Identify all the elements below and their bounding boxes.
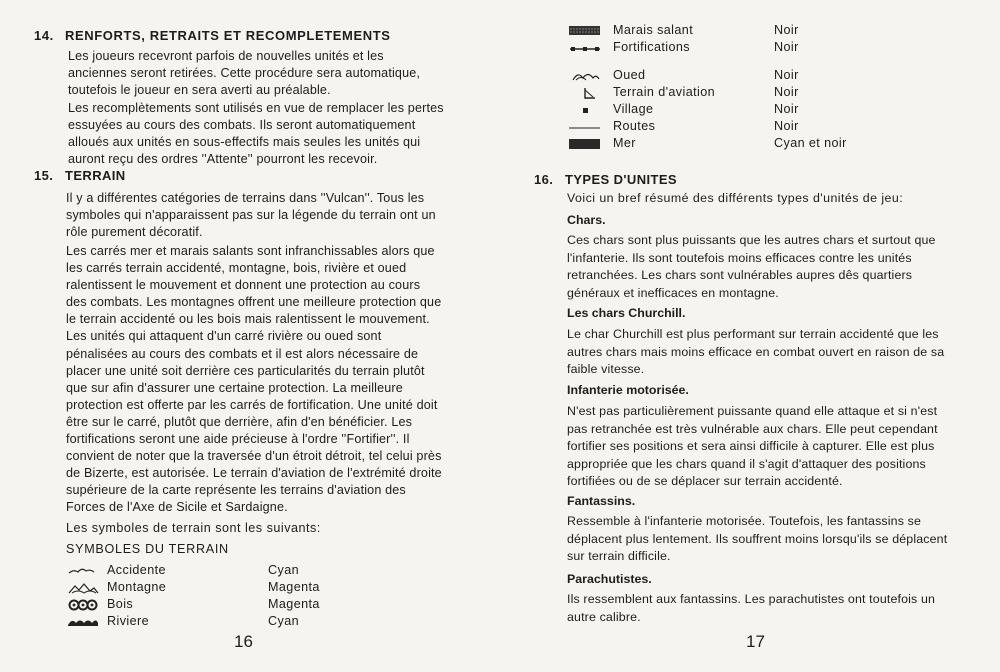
symbols-intro: Les symboles de terrain sont les suivants: [66,521,321,535]
unit-fantassins-text: Ressemble à l'infanterie motorisée. Toutefois, les fantassins se déplacent plus lentement. Ils souffrent moins lorsqu'ils se déplacent sur terrain difficile. [567,514,948,563]
legend-name: Fortifications [613,40,690,54]
section-16-intro: Voici un bref résumé des différents types d'unités de jeu: [567,191,904,205]
legend-color: Cyan [268,563,299,577]
montagne-icon [66,581,100,595]
legend-name: Marais salant [613,23,694,37]
legend-color: Magenta [268,580,320,594]
legend-row-village [568,102,898,119]
legend-color: Cyan [268,614,299,628]
legend-color: Noir [774,119,799,133]
section-16-heading [534,172,677,187]
legend-name: Oued [613,68,646,82]
page-right [500,0,1000,672]
legend-row-fortifications [568,40,898,57]
legend-row-marais-salant [568,23,898,40]
mer-icon [568,137,602,151]
unit-parachutistes-title: Parachutistes. [567,572,652,586]
unit-churchill-title: Les chars Churchill. [567,306,686,320]
legend-name: Mer [613,136,636,150]
accidente-icon [66,564,100,578]
terrain-aviation-icon [568,86,602,100]
section-14-paragraph-1: Les joueurs recevront parfois de nouvelles unités et les anciennes seront retirées. Cette procédure sera automatique, toutefois le joueur en sera averti au préalable. [68,49,421,98]
unit-fantassins-title: Fantassins. [567,494,636,508]
section-14-title: RENFORTS, RETRAITS ET RECOMPLETEMENTS [65,28,391,43]
bois-icon [66,598,100,612]
unit-parachutistes-text: Ils ressemblent aux fantassins. Les parachutistes ont toutefois un autre calibre. [567,592,936,624]
section-15-number: 15. [34,168,54,183]
legend-row-terrain-aviation [568,85,898,102]
legend-color: Noir [774,68,799,82]
legend-row-accidente [66,563,366,580]
unit-churchill-text: Le char Churchill est plus performant sur terrain accidenté que les autres chars mais moins efficace en combat ouvert en raison de sa faible vitesse. [567,327,945,376]
legend-color: Noir [774,102,799,116]
page-number-left: 16 [234,632,253,651]
legend-color: Noir [774,23,799,37]
legend-row-routes [568,119,898,136]
legend-name: Terrain d'aviation [613,85,716,99]
legend-row-oued [568,68,898,85]
legend-name: Montagne [107,580,167,594]
unit-chars-text: Ces chars sont plus puissants que les autres chars et surtout que l'infanterie. Ils sont toutefois moins efficaces contre les unités retranchées. Les chars sont vulnérables aupres dês quartiers généraux et inefficaces en montagne. [567,233,936,300]
legend-row-mer [568,136,898,153]
legend-name: Village [613,102,654,116]
section-15-heading [34,168,126,183]
legend-row-montagne [66,580,366,597]
oued-icon [568,69,602,83]
section-15-title: TERRAIN [65,168,126,183]
legend-color: Noir [774,85,799,99]
legend-name: Bois [107,597,134,611]
section-16-number: 16. [534,172,554,187]
legend-name: Riviere [107,614,149,628]
section-15-paragraph-2: Les carrés mer et marais salants sont infranchissables alors que les carrés terrain accidenté, montagne, bois, rivière et oued ralentissent le mouvement et donnent une protection au cours des combats. Les montagnes offrent une meilleure protection que le terrain accidenté ou les bois mais ralentissent le mouvement. Les unités qui attaquent d'un carré rivière ou oued sont pénalisées au cours des combats et il est alors nécessaire de placer une unité soit derrière ces particularités du terrain plutôt que sur afin d'assurer une certaine protection. La meilleure protection est offerte par les carrés de fortification. Une unité doit être sur le carré, plutôt que derrière, afin d'en bénéficier. Les fortifications seront une aide précieuse à l'ordre ''Fortifier''. Il convient de noter que la traversée d'un étroit détroit, tel celui près de Bizerte, est autorisée. Le terrain d'aviation de l'extrémité droite supérieure de la carte représente les terrains d'aviation des Forces de l'Axe de Sicile et Sardaigne. [66,244,442,515]
legend-name: Routes [613,119,656,133]
routes-icon [568,120,602,134]
legend-color: Cyan et noir [774,136,847,150]
symbols-heading: SYMBOLES DU TERRAIN [66,542,229,556]
unit-chars-title: Chars. [567,213,606,227]
section-15-paragraph-1: Il y a différentes catégories de terrains dans ''Vulcan''. Tous les symboles qui n'apparaissent pas sur la légende du terrain ont un rôle purement décoratif. [66,191,436,240]
unit-infanterie-title: Infanterie motorisée. [567,383,689,397]
legend-color: Noir [774,40,799,54]
marais-salant-icon [568,24,602,38]
section-14-paragraph-2: Les recomplètements sont utilisés en vue de remplacer les pertes essuyées au cours des combats. Ils seront automatiquement alloués aux unités en sous-effectifs mais seules les unités qui auront reçu des ordres ''Attente'' pourront les recevoir. [68,101,444,167]
riviere-icon [66,615,100,629]
legend-color: Magenta [268,597,320,611]
village-icon [568,103,602,117]
section-14-heading [34,28,391,43]
unit-infanterie-text: N'est pas particulièrement puissante quand elle attaque et si n'est pas retranchée est très vulnérable aux chars. Elle peut cependant fortifier ses positions et sera ainsi difficile à capturer. Elle est plus appropriée que les chars quand il s'agit d'attaquer des positions fortifiées ou de se déplacer sur terrain accidenté. [567,404,938,488]
section-16-title: TYPES D'UNITES [565,172,677,187]
page-number-right: 17 [746,632,765,651]
section-14-number: 14. [34,28,54,43]
legend-row-bois [66,597,366,614]
legend-row-riviere [66,614,366,631]
legend-name: Accidente [107,563,166,577]
fortifications-icon [568,41,602,55]
